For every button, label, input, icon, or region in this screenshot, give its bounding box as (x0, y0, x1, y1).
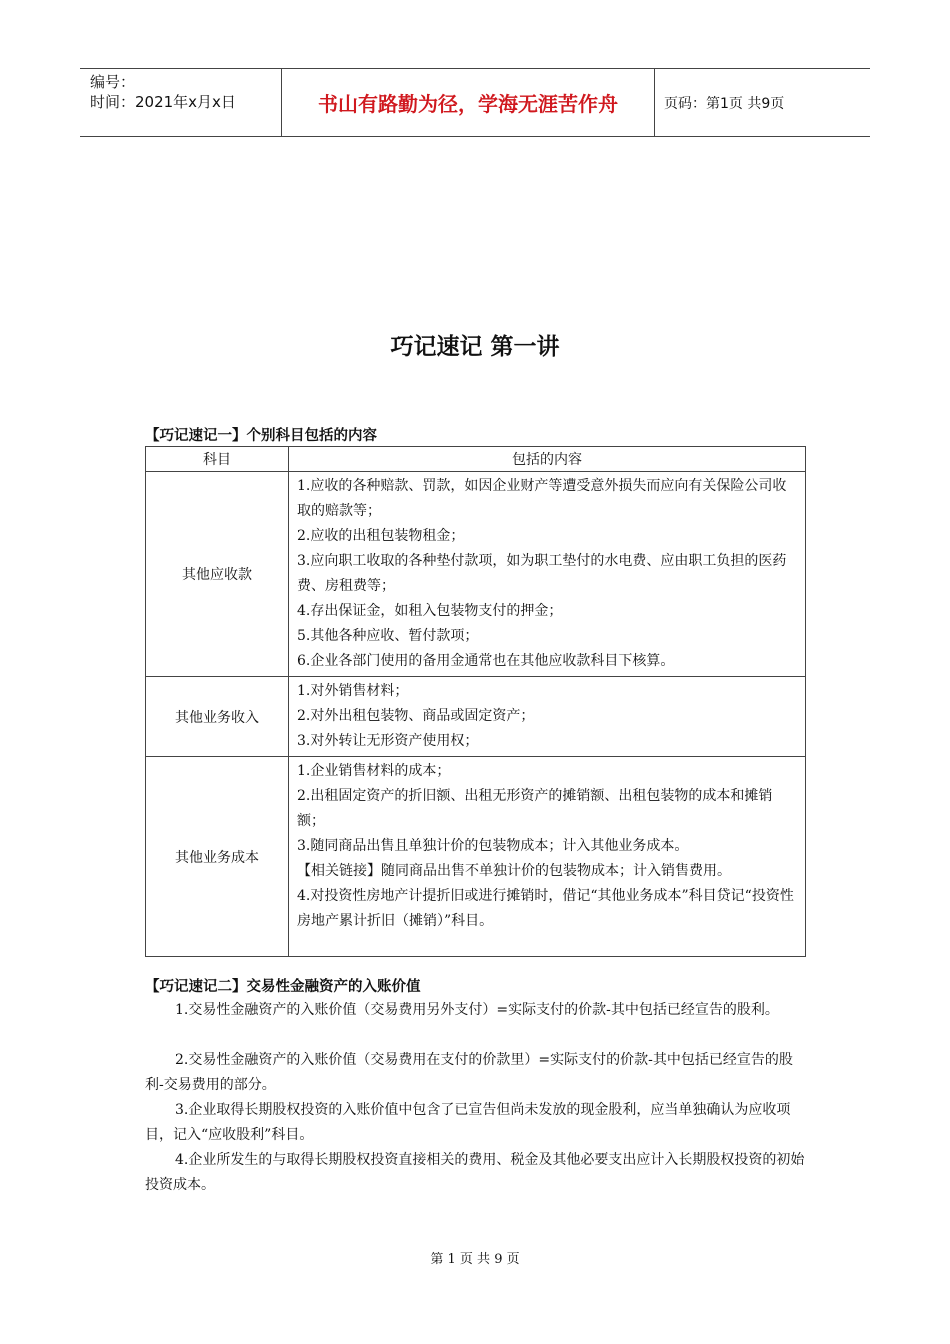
subjects-table (145, 446, 806, 957)
table-row (146, 677, 806, 757)
content-line: 5.其他各种应收、暂付款项； (297, 628, 479, 644)
content-line: 2.出租固定资产的折旧额、出租无形资产的摊销额、出租包装物的成本和摊销额； (297, 788, 773, 829)
page-footer: 第 1 页 共 9 页 (430, 1252, 520, 1267)
content-line: 1.企业销售材料的成本； (297, 763, 451, 779)
paragraph: 3.企业取得长期股权投资的入账价值中包含了已宣告但尚未发放的现金股利，应当单独确认为应收项目，记入“应收股利”科目。 (145, 1102, 791, 1143)
time-label: 时间：2021年x月x日 (90, 93, 236, 111)
paragraph: 2.交易性金融资产的入账价值（交易费用在支付的价款里）=实际支付的价款-其中包括已经宣告的股利-交易费用的部分。 (145, 1052, 793, 1093)
content-line: 6.企业各部门使用的备用金通常也在其他应收款科目下核算。 (297, 653, 675, 669)
paragraph: 1.交易性金融资产的入账价值（交易费用另外支付）=实际支付的价款-其中包括已经宣告的股利。 (175, 1002, 779, 1018)
paragraph: 4.企业所发生的与取得长期股权投资直接相关的费用、税金及其他必要支出应计入长期股权投资的初始投资成本。 (145, 1152, 805, 1193)
content-line: 4.存出保证金，如租入包装物支付的押金； (297, 603, 563, 619)
table-row (146, 472, 806, 677)
page-title: 巧记速记 第一讲 (390, 334, 560, 360)
motto: 书山有路勤为径，学海无涯苦作舟 (318, 92, 618, 116)
content-line: 2.应收的出租包装物租金； (297, 528, 465, 544)
content-cell (289, 472, 806, 677)
table-header-row (146, 447, 806, 472)
content-line: 1.对外销售材料； (297, 683, 409, 699)
column-header-content: 包括的内容 (289, 447, 806, 472)
section1-title: 【巧记速记一】个别科目包括的内容 (145, 428, 377, 444)
subject-cell: 其他应收款 (146, 472, 289, 677)
number-label: 编号： (90, 73, 136, 91)
content-line: 1.应收的各种赔款、罚款，如因企业财产等遭受意外损失而应向有关保险公司收取的赔款等； (297, 478, 787, 519)
content-line: 3.对外转让无形资产使用权； (297, 733, 479, 749)
page-header (80, 68, 870, 137)
content-line: 【相关链接】随同商品出售不单独计价的包装物成本；计入销售费用。 (297, 863, 731, 879)
page-info: 页码：第1页 共9页 (664, 95, 785, 112)
content-line: 4.对投资性房地产计提折旧或进行摊销时，借记“其他业务成本”科目贷记“投资性房地产累计折旧（摊销）”科目。 (297, 888, 794, 929)
section2-title: 【巧记速记二】交易性金融资产的入账价值 (145, 979, 421, 995)
column-header-subject: 科目 (146, 447, 289, 472)
header-meta (80, 69, 282, 136)
table-row (146, 757, 806, 957)
content-cell (289, 757, 806, 957)
subject-cell: 其他业务成本 (146, 757, 289, 957)
content-line: 3.应向职工收取的各种垫付款项，如为职工垫付的水电费、应由职工负担的医药费、房租费等； (297, 553, 787, 594)
header-motto-cell (282, 69, 655, 136)
content-line: 2.对外出租包装物、商品或固定资产； (297, 708, 535, 724)
header-page-info (655, 69, 870, 136)
subject-cell: 其他业务收入 (146, 677, 289, 757)
content-line: 3.随同商品出售且单独计价的包装物成本；计入其他业务成本。 (297, 838, 689, 854)
content-cell (289, 677, 806, 757)
